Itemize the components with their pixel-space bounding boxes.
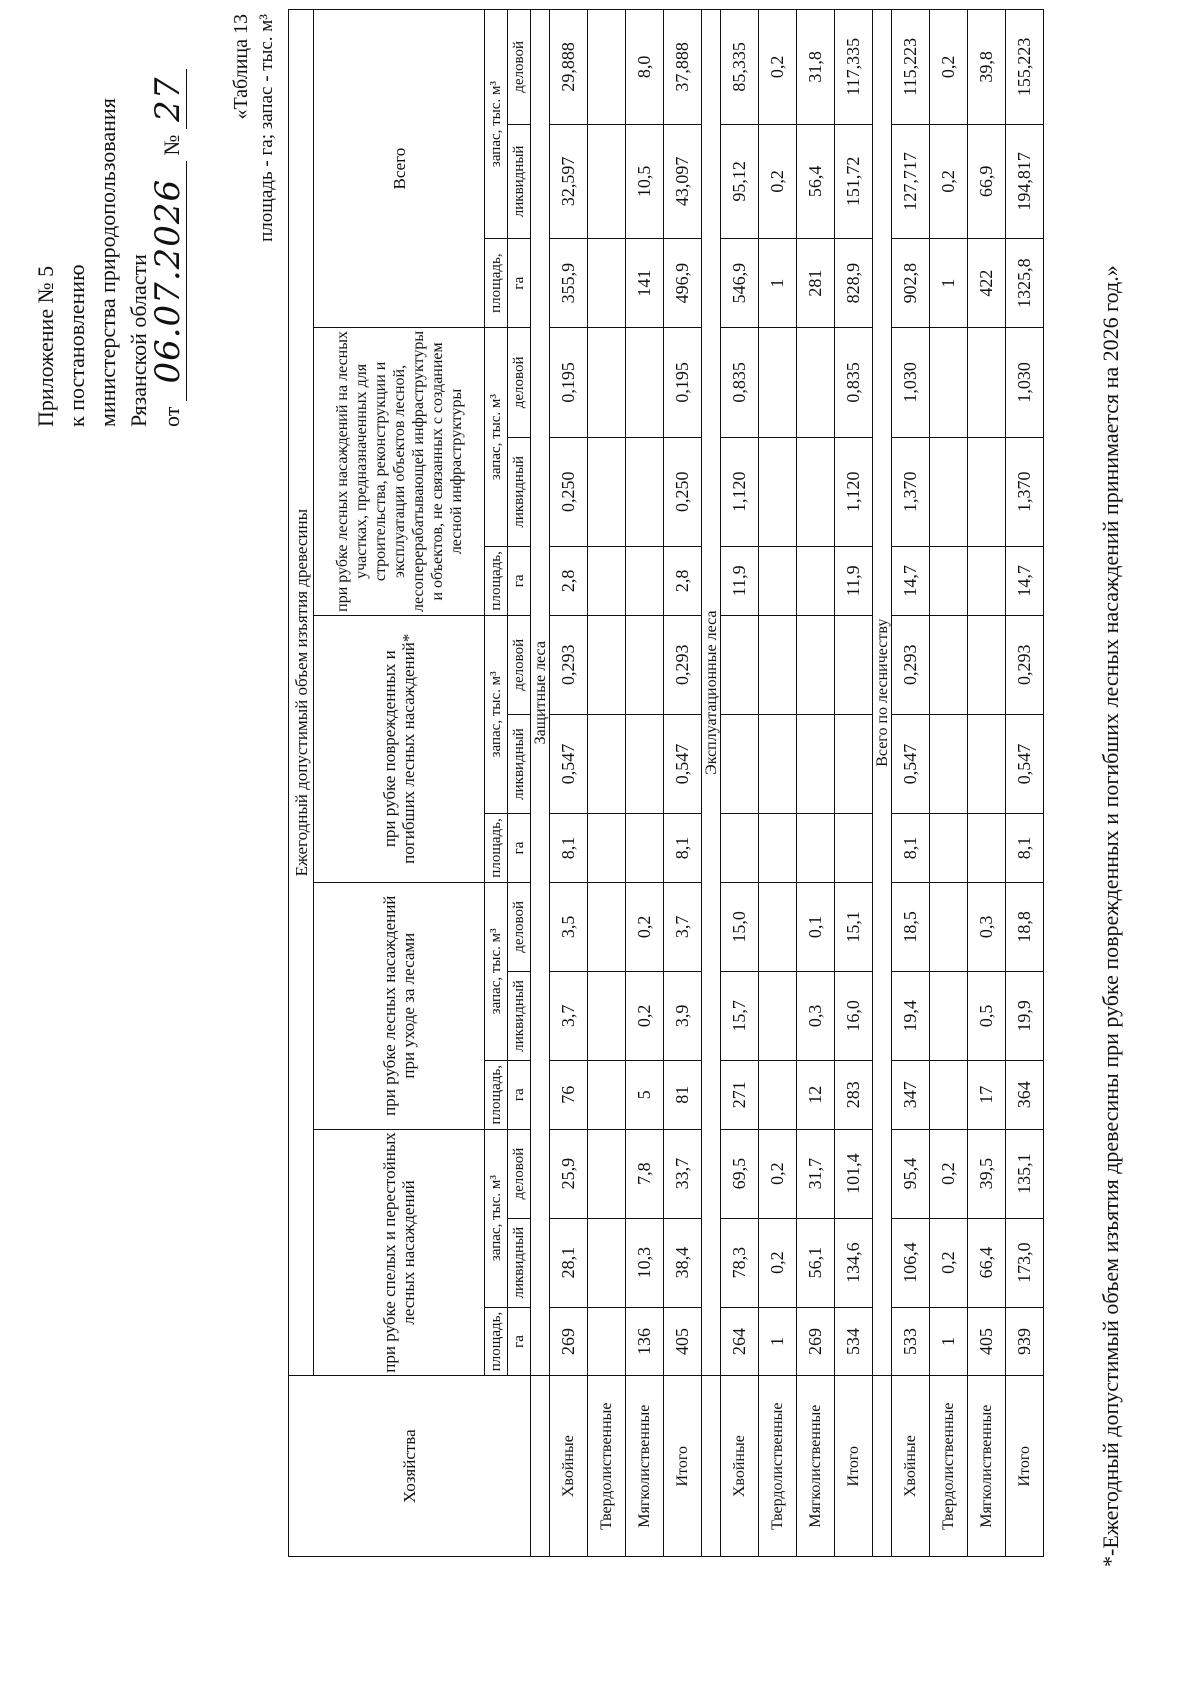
table-cell: 11,9	[835, 546, 873, 615]
table-cell: 0,293	[892, 615, 930, 714]
table-cell: 1	[759, 239, 797, 328]
table-cell: 0,2	[759, 1218, 797, 1307]
table-cell: 405	[968, 1307, 1006, 1376]
table-cell: 0,835	[835, 328, 873, 437]
header-date-line	[148, 7, 188, 427]
table-cell: 1,030	[1006, 328, 1044, 437]
table-cell: 0,2	[759, 10, 797, 125]
table-cell: 2,8	[550, 546, 588, 615]
table-cell	[930, 882, 968, 971]
row-name: Мягколиственные	[626, 1376, 664, 1557]
table-cell: 115,223	[892, 10, 930, 125]
stock-label: запас, тыс. м³	[485, 10, 508, 239]
table-cell: 3,7	[664, 882, 702, 971]
table-cell: 66,4	[968, 1218, 1006, 1307]
table-cell	[588, 239, 626, 328]
table-row	[759, 10, 797, 1557]
table-cell	[930, 814, 968, 883]
table-cell: 3,7	[550, 971, 588, 1060]
table-cell	[588, 437, 626, 546]
table-cell	[759, 814, 797, 883]
table-cell: 0,3	[797, 971, 835, 1060]
table-cell: 0,293	[1006, 615, 1044, 714]
business-label: деловой	[508, 10, 531, 125]
table-cell	[588, 814, 626, 883]
liquid-label: ликвидный	[508, 437, 531, 546]
row-name: Итого	[835, 1376, 873, 1557]
table-cell: 95,12	[721, 124, 759, 238]
section-row	[702, 10, 721, 1557]
table-cell: 0,547	[550, 714, 588, 813]
table-cell: 37,888	[664, 10, 702, 125]
table-cell: 66,9	[968, 124, 1006, 238]
table-cell: 38,4	[664, 1218, 702, 1307]
table-cell: 29,888	[550, 10, 588, 125]
table-cell: 0,835	[721, 328, 759, 437]
table-cell: 269	[550, 1307, 588, 1376]
table-cell: 10,3	[626, 1218, 664, 1307]
table-cell	[759, 615, 797, 714]
liquid-label: ликвидный	[508, 124, 531, 238]
liquid-label: ликвидный	[508, 1218, 531, 1307]
table-cell: 1,370	[1006, 437, 1044, 546]
table-cell: 14,7	[1006, 546, 1044, 615]
table-cell: 19,4	[892, 971, 930, 1060]
section-title: Эксплуатационные леса	[702, 10, 721, 1376]
section-title: Всего по лесничеству	[873, 10, 892, 1376]
table-cell	[588, 546, 626, 615]
table-cell: 0,2	[930, 1129, 968, 1218]
table-cell: 194,817	[1006, 124, 1044, 238]
table-cell	[968, 615, 1006, 714]
table-cell: 11,9	[721, 546, 759, 615]
group-header-mature: при рубке спелых и перестойных лесных насаждений	[314, 1129, 485, 1376]
business-label: деловой	[508, 1129, 531, 1218]
table-cell: 3,9	[664, 971, 702, 1060]
table-cell: 8,1	[1006, 814, 1044, 883]
table-cell: 0,293	[550, 615, 588, 714]
table-cell	[588, 328, 626, 437]
table-row	[797, 10, 835, 1557]
liquid-label: ликвидный	[508, 971, 531, 1060]
table-row	[664, 10, 702, 1557]
row-name: Хвойные	[892, 1376, 930, 1557]
table-cell: 281	[797, 239, 835, 328]
table-cell: 135,1	[1006, 1129, 1044, 1218]
row-name: Мягколиственные	[797, 1376, 835, 1557]
table-cell: 1,120	[835, 437, 873, 546]
table-cell: 17	[968, 1060, 1006, 1129]
table-cell: 0,250	[664, 437, 702, 546]
table-cell	[968, 328, 1006, 437]
table-row	[721, 10, 759, 1557]
table-cell: 33,7	[664, 1129, 702, 1218]
table-cell: 347	[892, 1060, 930, 1129]
table-cell	[626, 615, 664, 714]
table-cell: 81	[664, 1060, 702, 1129]
header-line-ministry: министерства природопользования	[95, 98, 120, 427]
area-label: площадь,	[485, 239, 508, 328]
area-unit: га	[508, 1060, 531, 1129]
table-cell: 173,0	[1006, 1218, 1044, 1307]
liquid-label: ликвидный	[508, 714, 531, 813]
table-cell	[797, 546, 835, 615]
table-cell	[721, 615, 759, 714]
table-cell	[588, 971, 626, 1060]
table-cell	[626, 546, 664, 615]
table-cell	[797, 615, 835, 714]
table-cell	[626, 437, 664, 546]
section-row	[873, 10, 892, 1557]
table-cell	[759, 882, 797, 971]
row-name: Твердолиственные	[759, 1376, 797, 1557]
group-header-total: Всего	[314, 10, 485, 328]
table-cell	[797, 814, 835, 883]
table-cell: 32,597	[550, 124, 588, 238]
row-name: Итого	[1006, 1376, 1044, 1557]
table-cell: 1,120	[721, 437, 759, 546]
table-cell: 85,335	[721, 10, 759, 125]
section-title: Защитные леса	[531, 10, 550, 1376]
table-cell: 8,1	[550, 814, 588, 883]
table-cell: 15,0	[721, 882, 759, 971]
table-cell: 0,547	[664, 714, 702, 813]
table-cell	[721, 814, 759, 883]
table-cell: 151,72	[835, 124, 873, 238]
table-cell: 0,195	[664, 328, 702, 437]
from-label: от	[159, 406, 184, 427]
table-cell: 155,223	[1006, 10, 1044, 125]
table-cell	[721, 714, 759, 813]
table-cell	[968, 546, 1006, 615]
table-cell: 18,5	[892, 882, 930, 971]
header-line-resolution: к постановлению	[64, 264, 89, 427]
table-cell: 1,030	[892, 328, 930, 437]
table-cell: 0,250	[550, 437, 588, 546]
table-cell: 95,4	[892, 1129, 930, 1218]
table-cell: 15,1	[835, 882, 873, 971]
table-cell: 939	[1006, 1307, 1044, 1376]
table-cell: 39,8	[968, 10, 1006, 125]
table-cell: 422	[968, 239, 1006, 328]
table-cell: 25,9	[550, 1129, 588, 1218]
table-cell: 106,4	[892, 1218, 930, 1307]
table-cell: 43,097	[664, 124, 702, 238]
section-blank-cell	[873, 1376, 892, 1557]
table-cell	[588, 714, 626, 813]
table-row	[1006, 10, 1044, 1557]
table-cell: 0,2	[759, 1129, 797, 1218]
table-cell: 19,9	[1006, 971, 1044, 1060]
table-cell: 1	[759, 1307, 797, 1376]
table-cell	[930, 328, 968, 437]
table-cell	[759, 328, 797, 437]
table-cell: 1	[930, 239, 968, 328]
table-cell	[588, 1307, 626, 1376]
table-cell: 12	[797, 1060, 835, 1129]
table-cell: 76	[550, 1060, 588, 1129]
table-label: «Таблица 13	[230, 14, 252, 120]
stock-label: запас, тыс. м³	[485, 328, 508, 547]
table-cell: 16,0	[835, 971, 873, 1060]
table-cell: 0,2	[626, 971, 664, 1060]
table-cell: 78,3	[721, 1218, 759, 1307]
row-name: Твердолиственные	[588, 1376, 626, 1557]
table-cell: 127,717	[892, 124, 930, 238]
table-cell	[588, 615, 626, 714]
table-cell: 283	[835, 1060, 873, 1129]
table-cell: 15,7	[721, 971, 759, 1060]
row-name: Мягколиственные	[968, 1376, 1006, 1557]
table-body	[531, 10, 1044, 1557]
table-cell: 902,8	[892, 239, 930, 328]
table-row	[588, 10, 626, 1557]
header-line-appendix: Приложение № 5	[33, 265, 58, 427]
table-cell: 117,335	[835, 10, 873, 125]
table-cell	[835, 714, 873, 813]
table-cell: 828,9	[835, 239, 873, 328]
table-cell: 39,5	[968, 1129, 1006, 1218]
section-blank-cell	[702, 1376, 721, 1557]
area-unit: га	[508, 239, 531, 328]
table-cell	[835, 814, 873, 883]
section-row	[531, 10, 550, 1557]
table-cell: 364	[1006, 1060, 1044, 1129]
area-label: площадь,	[485, 1060, 508, 1129]
table-cell	[759, 971, 797, 1060]
table-cell: 1	[930, 1307, 968, 1376]
table-row	[892, 10, 930, 1557]
table-cell: 10,5	[626, 124, 664, 238]
table-cell	[930, 714, 968, 813]
table-cell	[797, 328, 835, 437]
table-cell: 141	[626, 239, 664, 328]
row-name: Твердолиственные	[930, 1376, 968, 1557]
table-cell: 14,7	[892, 546, 930, 615]
area-unit: га	[508, 546, 531, 615]
number-label: №	[159, 134, 184, 156]
table-cell: 0,2	[930, 1218, 968, 1307]
table-cell	[930, 437, 968, 546]
table-cell: 8,1	[664, 814, 702, 883]
area-unit: га	[508, 814, 531, 883]
group-header-damaged: при рубке поврежденных и погибших лесных насаждений*	[314, 615, 485, 882]
row-name: Хвойные	[550, 1376, 588, 1557]
stock-label: запас, тыс. м³	[485, 1129, 508, 1307]
area-label: площадь,	[485, 814, 508, 883]
table-cell: 0,2	[930, 10, 968, 125]
table-cell: 1325,8	[1006, 239, 1044, 328]
table-cell: 56,4	[797, 124, 835, 238]
table-cell	[588, 1060, 626, 1129]
handwritten-number: 27	[148, 76, 188, 122]
table-cell	[797, 437, 835, 546]
group-header-care: при рубке лесных насаждений при уходе за лесами	[314, 882, 485, 1129]
table-cell: 0,1	[797, 882, 835, 971]
header-line-region: Рязанской области	[126, 254, 151, 427]
business-label: деловой	[508, 615, 531, 714]
table-cell: 0,2	[626, 882, 664, 971]
table-cell	[835, 615, 873, 714]
table-cell: 56,1	[797, 1218, 835, 1307]
table-cell: 0,547	[1006, 714, 1044, 813]
table-cell	[588, 882, 626, 971]
table-row	[930, 10, 968, 1557]
table-cell	[759, 546, 797, 615]
table-cell: 1,370	[892, 437, 930, 546]
table-cell: 28,1	[550, 1218, 588, 1307]
table-cell: 101,4	[835, 1129, 873, 1218]
table-cell	[626, 814, 664, 883]
table-cell: 69,5	[721, 1129, 759, 1218]
table-cell: 8,0	[626, 10, 664, 125]
table-cell	[968, 437, 1006, 546]
table-row	[968, 10, 1006, 1557]
footnote: *-Ежегодный допустимый объем изъятия древесины при рубке поврежденных и погибших лесных насаждений принимается на 2026 год.»	[1098, 265, 1123, 1567]
table-cell	[759, 1060, 797, 1129]
table-cell: 18,8	[1006, 882, 1044, 971]
table-cell: 546,9	[721, 239, 759, 328]
document-header	[30, 7, 187, 427]
group-header-construction: при рубке лесных насаждений на лесных участках, предназначенных для строительства, реконструкции и эксплуатации объектов лесной, лесоперерабатывающей инфраструктуры и объектов, не связанных с созданием лесной инфраструктуры	[314, 328, 485, 616]
table-cell	[626, 714, 664, 813]
business-label: деловой	[508, 328, 531, 437]
table-cell: 533	[892, 1307, 930, 1376]
table-cell: 269	[797, 1307, 835, 1376]
timber-volume-table	[288, 9, 1044, 1557]
table-cell: 3,5	[550, 882, 588, 971]
table-cell	[759, 437, 797, 546]
table-cell	[930, 971, 968, 1060]
table-cell	[626, 328, 664, 437]
table-cell: 0,3	[968, 882, 1006, 971]
table-cell: 496,9	[664, 239, 702, 328]
table-cell	[588, 124, 626, 238]
table-cell: 5	[626, 1060, 664, 1129]
table-cell	[930, 546, 968, 615]
table-cell: 0,547	[892, 714, 930, 813]
table-cell: 0,2	[759, 124, 797, 238]
table-cell: 7,8	[626, 1129, 664, 1218]
business-label: деловой	[508, 882, 531, 971]
table-cell: 31,7	[797, 1129, 835, 1218]
area-label: площадь,	[485, 546, 508, 615]
table-row	[550, 10, 588, 1557]
col-header-main: Ежегодный допустимый объем изъятия древесины	[289, 10, 314, 1376]
section-blank-cell	[531, 1376, 550, 1557]
row-name: Хвойные	[721, 1376, 759, 1557]
row-name: Итого	[664, 1376, 702, 1557]
table-cell: 0,195	[550, 328, 588, 437]
table-cell: 0,5	[968, 971, 1006, 1060]
col-header-farms: Хозяйства	[289, 1376, 531, 1557]
units-note: площадь - га; запас - тыс. м³	[256, 14, 277, 242]
table-row	[626, 10, 664, 1557]
table-cell: 8,1	[892, 814, 930, 883]
table-cell: 31,8	[797, 10, 835, 125]
table-cell	[759, 714, 797, 813]
table-cell: 264	[721, 1307, 759, 1376]
table-cell	[930, 1060, 968, 1129]
stock-label: запас, тыс. м³	[485, 882, 508, 1060]
table-cell	[968, 814, 1006, 883]
table-cell	[968, 714, 1006, 813]
stock-label: запас, тыс. м³	[485, 615, 508, 813]
table-cell: 405	[664, 1307, 702, 1376]
area-label: площадь,	[485, 1307, 508, 1376]
table-cell: 355,9	[550, 239, 588, 328]
table-cell: 271	[721, 1060, 759, 1129]
table-cell: 2,8	[664, 546, 702, 615]
table-cell: 534	[835, 1307, 873, 1376]
table-row	[835, 10, 873, 1557]
handwritten-date: 06.07.2026	[148, 178, 188, 384]
table-cell	[588, 10, 626, 125]
table-cell: 134,6	[835, 1218, 873, 1307]
table-cell: 0,293	[664, 615, 702, 714]
table-cell	[797, 714, 835, 813]
table-cell: 0,2	[930, 124, 968, 238]
table-cell	[588, 1218, 626, 1307]
area-unit: га	[508, 1307, 531, 1376]
table-cell	[930, 615, 968, 714]
table-cell: 136	[626, 1307, 664, 1376]
table-cell	[588, 1129, 626, 1218]
